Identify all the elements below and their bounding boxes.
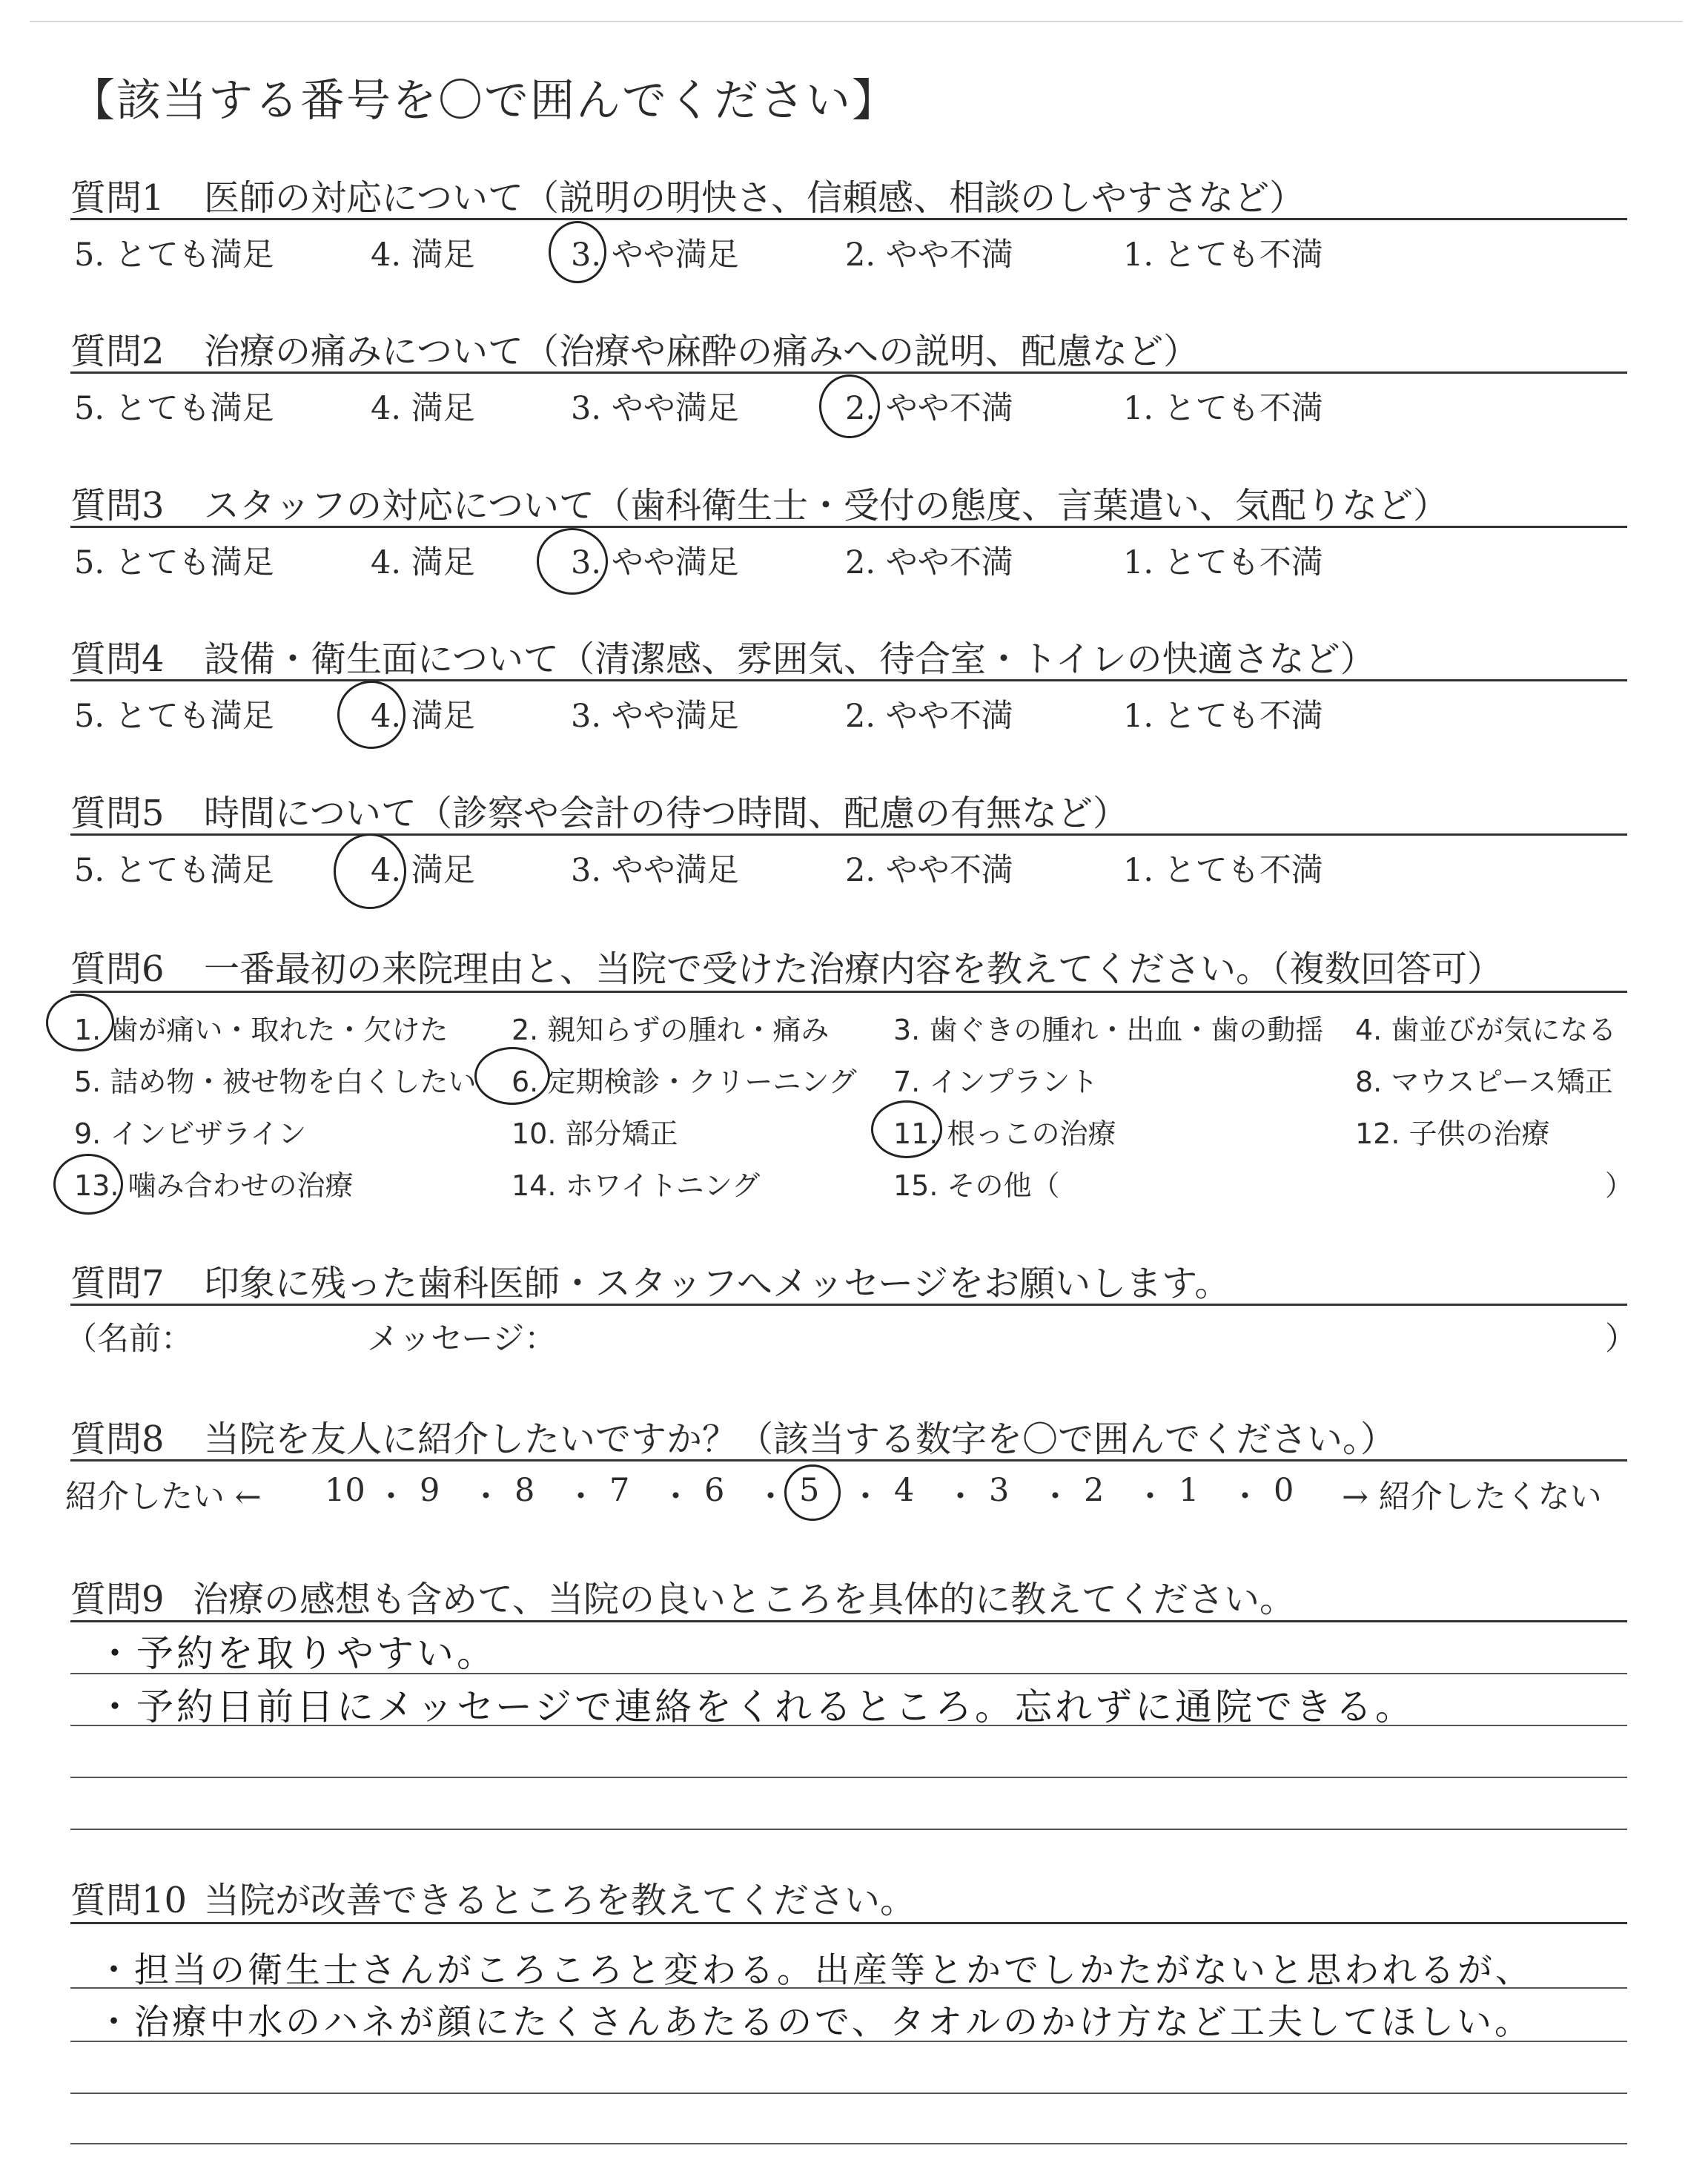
q3-answer-circle bbox=[537, 528, 608, 595]
q6-option-2[interactable]: 2. 親知らずの腫れ・痛み bbox=[512, 1014, 830, 1046]
q3-option-3[interactable]: 3. やや満足 bbox=[571, 544, 739, 581]
question-2-text: 治療の痛みについて（治療や麻酔の痛みへの説明、配慮など） bbox=[204, 331, 1199, 372]
question-5-rule bbox=[70, 833, 1627, 836]
q2-option-5[interactable]: 5. とても満足 bbox=[74, 390, 274, 427]
q9-answer-2: ・予約日前日にメッセージで連絡をくれるところ。忘れずに通院できる。 bbox=[96, 1685, 1415, 1728]
q8-scale-separator: ・ bbox=[755, 1479, 787, 1516]
q6-option-6[interactable]: 6. 定期検診・クリーニング bbox=[512, 1066, 857, 1098]
q6-option-12[interactable]: 12. 子供の治療 bbox=[1355, 1117, 1550, 1150]
question-6-label: 質問6 bbox=[70, 948, 165, 990]
question-4-text: 設備・衛生面について（清潔感、雰囲気、待合室・トイレの快適さなど） bbox=[204, 638, 1376, 680]
q6-option-4[interactable]: 4. 歯並びが気になる bbox=[1355, 1014, 1617, 1046]
q1-option-5[interactable]: 5. とても満足 bbox=[74, 237, 274, 274]
q6-answer-circle-1 bbox=[46, 994, 114, 1051]
question-7-rule bbox=[70, 1304, 1627, 1306]
q10-rule-top bbox=[70, 1922, 1627, 1924]
q8-scale-separator: ・ bbox=[944, 1479, 976, 1516]
q4-answer-circle bbox=[337, 681, 406, 749]
q10-answer-2: ・治療中水のハネが顔にたくさんあたるので、タオルのかけ方など工夫してほしい。 bbox=[96, 2002, 1533, 2043]
q5-option-5[interactable]: 5. とても満足 bbox=[74, 852, 274, 889]
q10-write-line-1 bbox=[70, 1987, 1627, 1989]
question-1-rule bbox=[70, 218, 1627, 220]
q5-option-3[interactable]: 3. やや満足 bbox=[571, 852, 739, 889]
q6-other-close-paren: ） bbox=[1605, 1169, 1634, 1202]
q6-option-1[interactable]: 1. 歯が痛い・取れた・欠けた bbox=[74, 1014, 448, 1046]
question-4-label: 質問4 bbox=[70, 638, 165, 680]
q8-scale-separator: ・ bbox=[1134, 1479, 1166, 1516]
q6-option-9[interactable]: 9. インビザライン bbox=[74, 1117, 307, 1150]
q5-option-4[interactable]: 4. 満足 bbox=[371, 852, 475, 889]
q8-scale-6[interactable]: 6 bbox=[704, 1472, 725, 1509]
q2-option-3[interactable]: 3. やや満足 bbox=[571, 390, 739, 427]
q8-scale-separator: ・ bbox=[660, 1479, 692, 1516]
question-1-label: 質問1 bbox=[70, 177, 165, 219]
q1-option-4[interactable]: 4. 満足 bbox=[371, 237, 475, 274]
q3-option-1[interactable]: 1. とても不満 bbox=[1123, 544, 1323, 581]
question-8-label: 質問8 bbox=[70, 1418, 165, 1460]
question-1-text: 医師の対応について（説明の明快さ、信頼感、相談のしやすさなど） bbox=[204, 177, 1305, 219]
q8-scale-3[interactable]: 3 bbox=[989, 1472, 1010, 1509]
q8-scale-0[interactable]: 0 bbox=[1274, 1472, 1294, 1509]
question-8-text: 当院を友人に紹介したいですか？（該当する数字を〇で囲んでください。） bbox=[204, 1418, 1397, 1460]
question-8-rule bbox=[70, 1459, 1627, 1462]
question-9-label: 質問9 bbox=[70, 1579, 165, 1620]
q6-option-3[interactable]: 3. 歯ぐきの腫れ・出血・歯の動揺 bbox=[893, 1014, 1324, 1046]
q8-scale-separator: ・ bbox=[375, 1479, 407, 1516]
q2-option-4[interactable]: 4. 満足 bbox=[371, 390, 475, 427]
q6-answer-circle-11 bbox=[871, 1100, 942, 1158]
q8-scale-4[interactable]: 4 bbox=[894, 1472, 915, 1509]
q8-scale-separator: ・ bbox=[565, 1479, 597, 1516]
question-6-text: 一番最初の来院理由と、当院で受けた治療内容を教えてください。（複数回答可） bbox=[204, 948, 1503, 990]
q8-scale-5[interactable]: 5 bbox=[799, 1472, 820, 1509]
question-9-text: 治療の感想も含めて、当院の良いところを具体的に教えてください。 bbox=[193, 1579, 1296, 1620]
q3-option-4[interactable]: 4. 満足 bbox=[371, 544, 475, 581]
q1-option-2[interactable]: 2. やや不満 bbox=[845, 237, 1013, 274]
q9-write-line-4 bbox=[70, 1829, 1627, 1830]
q6-option-15[interactable]: 15. その他（ bbox=[893, 1169, 1060, 1202]
q1-option-3[interactable]: 3. やや満足 bbox=[571, 237, 739, 274]
q5-answer-circle bbox=[334, 833, 406, 909]
q3-option-5[interactable]: 5. とても満足 bbox=[74, 544, 274, 581]
q8-scale-separator: ・ bbox=[1229, 1479, 1261, 1516]
q6-answer-circle-13 bbox=[53, 1154, 123, 1215]
q6-option-11[interactable]: 11. 根っこの治療 bbox=[893, 1117, 1116, 1150]
q4-option-2[interactable]: 2. やや不満 bbox=[845, 698, 1013, 735]
q2-answer-circle bbox=[819, 374, 880, 438]
q1-answer-circle bbox=[549, 221, 606, 283]
q8-scale-separator: ・ bbox=[470, 1479, 502, 1516]
q9-write-line-1 bbox=[70, 1673, 1627, 1674]
q10-write-line-2 bbox=[70, 2041, 1627, 2042]
q8-scale-1[interactable]: 1 bbox=[1179, 1472, 1199, 1509]
q4-option-3[interactable]: 3. やや満足 bbox=[571, 698, 739, 735]
question-4-rule bbox=[70, 679, 1627, 681]
q9-write-line-3 bbox=[70, 1777, 1627, 1778]
question-7-text: 印象に残った歯科医師・スタッフへメッセージをお願いします。 bbox=[204, 1263, 1231, 1304]
question-2-rule bbox=[70, 371, 1627, 374]
question-10-text: 当院が改善できるところを教えてください。 bbox=[204, 1880, 916, 1921]
q10-write-line-3 bbox=[70, 2093, 1627, 2094]
q3-option-2[interactable]: 2. やや不満 bbox=[845, 544, 1013, 581]
question-5-label: 質問5 bbox=[70, 793, 165, 834]
question-2-label: 質問2 bbox=[70, 331, 165, 372]
question-6-rule bbox=[70, 991, 1627, 993]
q1-option-1[interactable]: 1. とても不満 bbox=[1123, 237, 1323, 274]
q7-close-paren: ） bbox=[1605, 1321, 1637, 1358]
q8-right-label: → 紹介したくない bbox=[1342, 1479, 1602, 1516]
q8-scale-9[interactable]: 9 bbox=[420, 1472, 440, 1509]
q5-option-2[interactable]: 2. やや不満 bbox=[845, 852, 1013, 889]
q6-option-7[interactable]: 7. インプラント bbox=[893, 1066, 1099, 1098]
q8-scale-8[interactable]: 8 bbox=[514, 1472, 535, 1509]
q5-option-1[interactable]: 1. とても不満 bbox=[1123, 852, 1323, 889]
q8-scale-separator: ・ bbox=[850, 1479, 881, 1516]
q6-option-14[interactable]: 14. ホワイトニング bbox=[512, 1169, 761, 1202]
q2-option-1[interactable]: 1. とても不満 bbox=[1123, 390, 1323, 427]
q9-write-line-2 bbox=[70, 1725, 1627, 1726]
question-10-label: 質問10 bbox=[70, 1880, 188, 1921]
q4-option-4[interactable]: 4. 満足 bbox=[371, 698, 475, 735]
q6-answer-circle-6 bbox=[474, 1047, 550, 1105]
q4-option-1[interactable]: 1. とても不満 bbox=[1123, 698, 1323, 735]
question-3-text: スタッフの対応について（歯科衛生士・受付の態度、言葉遣い、気配りなど） bbox=[204, 485, 1449, 526]
q8-answer-circle bbox=[784, 1464, 841, 1521]
page-title: 【該当する番号を〇で囲んでください】 bbox=[70, 75, 898, 127]
q6-option-5[interactable]: 5. 詰め物・被せ物を白くしたい bbox=[74, 1066, 477, 1098]
q8-scale-10[interactable]: 10 bbox=[325, 1472, 365, 1509]
q9-rule-top bbox=[70, 1620, 1627, 1622]
question-7-label: 質問7 bbox=[70, 1263, 165, 1304]
q8-scale-2[interactable]: 2 bbox=[1084, 1472, 1105, 1509]
q7-name-label: （名前： bbox=[65, 1321, 193, 1358]
q8-scale-7[interactable]: 7 bbox=[609, 1472, 630, 1509]
q8-left-label: 紹介したい ← bbox=[65, 1479, 262, 1516]
question-5-text: 時間について（診察や会計の待つ時間、配慮の有無など） bbox=[204, 793, 1129, 834]
q6-option-10[interactable]: 10. 部分矯正 bbox=[512, 1117, 678, 1150]
q9-answer-1: ・予約を取りやすい。 bbox=[96, 1632, 497, 1675]
q4-option-5[interactable]: 5. とても満足 bbox=[74, 698, 274, 735]
q8-scale-separator: ・ bbox=[1039, 1479, 1071, 1516]
q7-message-label: メッセージ： bbox=[367, 1321, 557, 1358]
question-3-label: 質問3 bbox=[70, 485, 165, 526]
q2-option-2[interactable]: 2. やや不満 bbox=[845, 390, 1013, 427]
q10-write-line-4 bbox=[70, 2143, 1627, 2144]
top-border bbox=[30, 21, 1683, 22]
q6-option-8[interactable]: 8. マウスピース矯正 bbox=[1355, 1066, 1613, 1098]
q6-option-13[interactable]: 13. 噛み合わせの治療 bbox=[74, 1169, 354, 1202]
q10-answer-1: ・担当の衛生士さんがころころと変わる。出産等とかでしかたがないと思われるが、 bbox=[96, 1950, 1533, 1991]
question-3-rule bbox=[70, 526, 1627, 528]
